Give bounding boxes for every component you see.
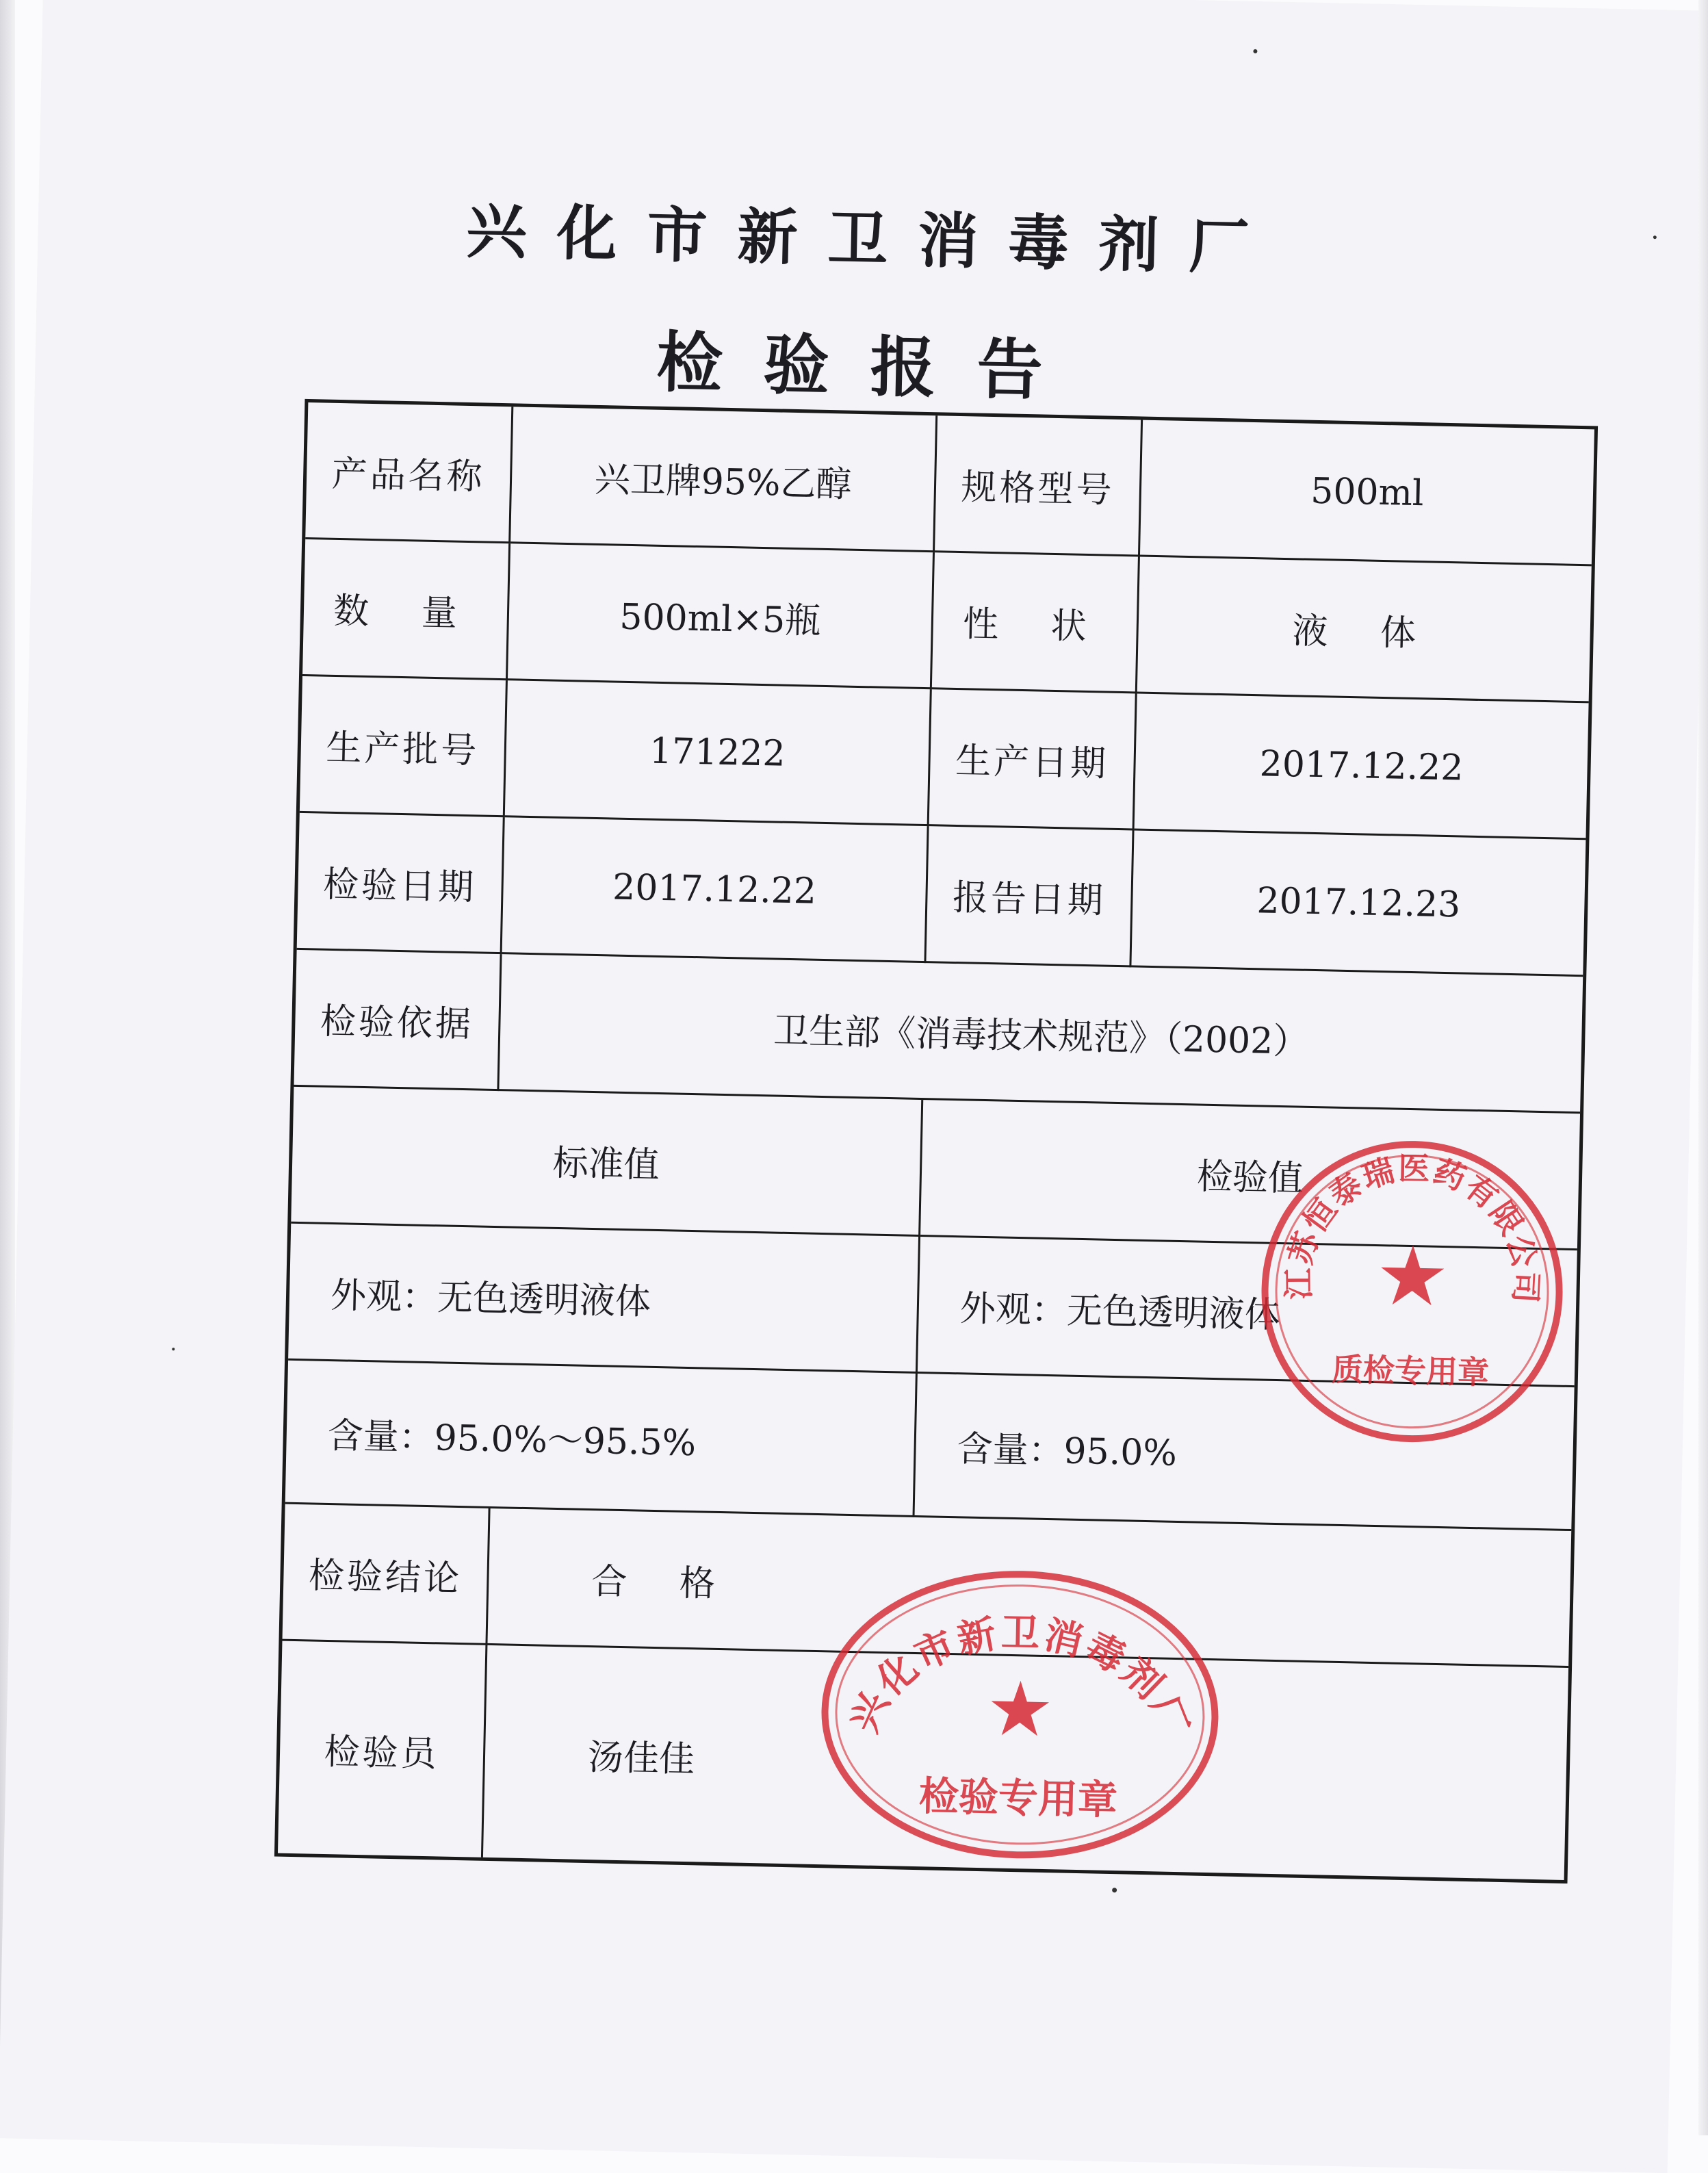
scan-speck <box>1653 235 1657 239</box>
basis-value: 卫生部《消毒技术规范》（2002） <box>499 954 1583 1114</box>
report-title: 检验报告 <box>656 323 1085 410</box>
batch-value: 171222 <box>505 680 932 826</box>
property-value: 液 体 <box>1137 557 1592 704</box>
test-date-label: 检验日期 <box>297 813 505 954</box>
basis-label: 检验依据 <box>294 950 502 1091</box>
company-qc-stamp <box>1258 1138 1566 1445</box>
star-icon: ★ <box>1374 1229 1451 1326</box>
product-name-label: 产品名称 <box>305 402 513 543</box>
tested-content: 含量：95.0% <box>914 1374 1574 1531</box>
production-date-value: 2017.12.22 <box>1135 694 1589 840</box>
standard-content: 含量：95.0%～95.5% <box>285 1361 918 1517</box>
property-label: 性 状 <box>932 552 1140 693</box>
quantity-value: 500ml×5瓶 <box>508 543 935 689</box>
svg-text:江苏恒泰瑞医药有限公司: 江苏恒泰瑞医药有限公司 <box>1280 1149 1545 1306</box>
batch-label: 生产批号 <box>300 676 508 817</box>
company-stamp-bottom-text: 质检专用章 <box>1331 1350 1490 1391</box>
production-date-label: 生产日期 <box>929 689 1137 830</box>
tested-appearance: 外观：无色透明液体 <box>918 1237 1577 1387</box>
factory-inspection-stamp <box>818 1567 1221 1862</box>
conclusion-value: 合 格 <box>487 1508 1571 1668</box>
scan-speck <box>1112 1888 1117 1892</box>
company-title: 兴化市新卫消毒剂厂 <box>465 194 1280 283</box>
scan-right-edge <box>1698 0 1708 2135</box>
inspector-value: 汤佳佳 <box>587 1736 695 1780</box>
factory-stamp-bottom-text: 检验专用章 <box>918 1773 1118 1824</box>
spec-label: 规格型号 <box>935 415 1143 556</box>
star-icon: ★ <box>985 1664 1055 1754</box>
report-date-label: 报告日期 <box>926 826 1134 967</box>
test-date-value: 2017.12.22 <box>502 817 929 963</box>
inspector-label: 检验员 <box>278 1641 487 1857</box>
scan-speck <box>172 1348 174 1350</box>
quantity-label: 数 量 <box>302 539 510 680</box>
product-name-value: 兴卫牌95%乙醇 <box>510 407 937 552</box>
scan-speck <box>1253 49 1257 53</box>
standard-appearance: 外观：无色透明液体 <box>288 1224 920 1374</box>
standard-value-header: 标准值 <box>291 1087 923 1237</box>
tested-value-header: 检验值 <box>920 1100 1580 1250</box>
report-date-value: 2017.12.23 <box>1131 830 1586 977</box>
svg-text:兴化市新卫消毒剂厂: 兴化市新卫消毒剂厂 <box>842 1610 1198 1745</box>
spec-value: 500ml <box>1140 420 1594 567</box>
conclusion-label: 检验结论 <box>282 1504 490 1645</box>
